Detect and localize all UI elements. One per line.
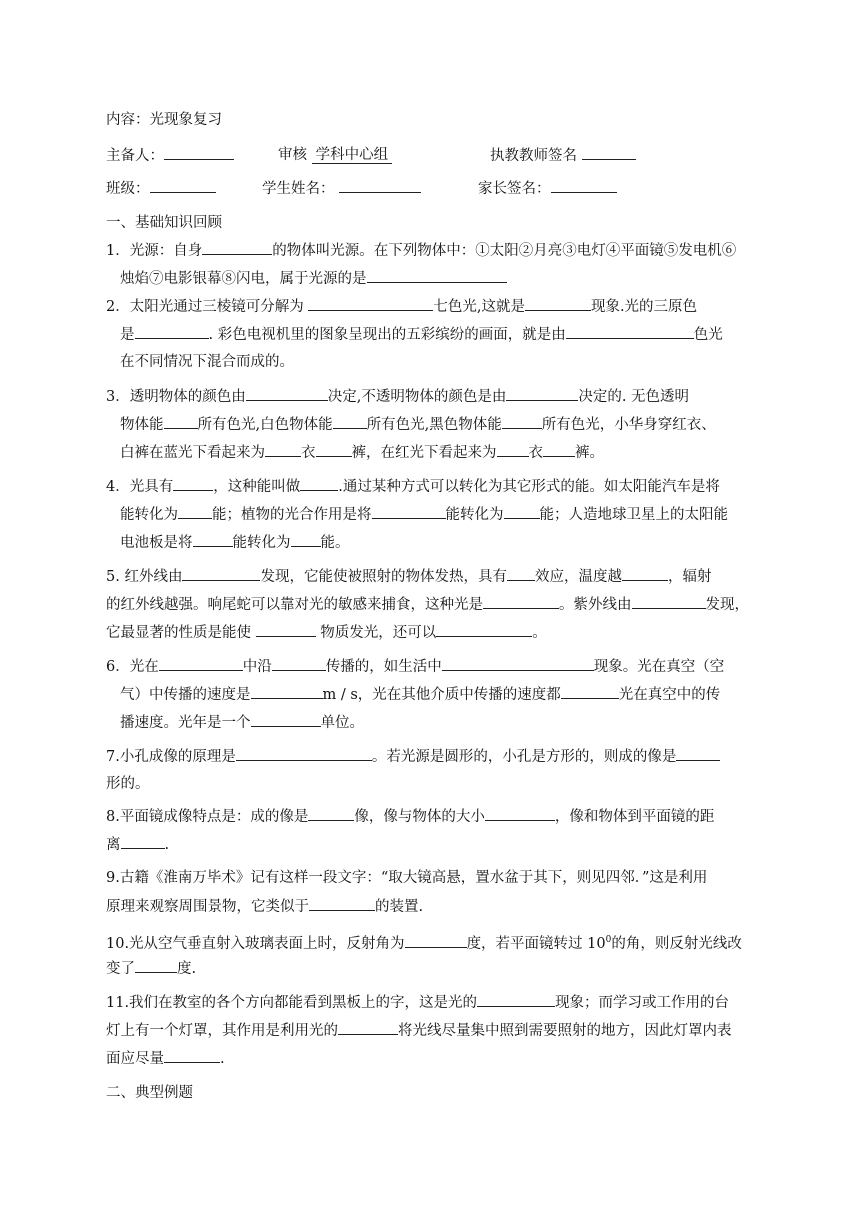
q3-blank-7[interactable] bbox=[316, 442, 352, 457]
q2-line-3 bbox=[120, 352, 294, 372]
q7-text-a: 7.小孔成像的原理是 bbox=[106, 749, 236, 765]
teacher-sign-field bbox=[490, 145, 636, 166]
section-title-examples-text: 二、典型例题 bbox=[106, 1085, 193, 1101]
q8-text-c: ，像和物体到平面镜的距 bbox=[554, 809, 715, 825]
q8-text-e: . bbox=[164, 837, 170, 853]
q3-text-c: 决定的. 无色透明 bbox=[578, 389, 690, 405]
q2-text-g: 在不同情况下混合而成的。 bbox=[120, 354, 294, 370]
q8-line-1 bbox=[106, 806, 714, 827]
q2-text-b: 七色光,这就是 bbox=[433, 299, 525, 315]
student-field bbox=[262, 178, 421, 199]
q7-text-b: 。若光源是圆形的，小孔是方形的，则成的像是 bbox=[371, 749, 677, 765]
q5-text-a: 5. 红外线由 bbox=[106, 569, 183, 585]
q5-line-1 bbox=[106, 566, 711, 587]
q1-line-2 bbox=[120, 268, 507, 289]
q6-text-g: 光在真空中的传 bbox=[618, 687, 721, 703]
q6-text-i: 单位。 bbox=[320, 715, 364, 731]
q5-blank-1[interactable] bbox=[182, 566, 260, 581]
content-title-text: 内容：光现象复习 bbox=[106, 112, 222, 128]
q4-text-i: 能转化为 bbox=[232, 535, 291, 551]
parent-label: 家长签名： bbox=[478, 181, 551, 197]
q5-text-g: 发现， bbox=[705, 597, 749, 613]
q6-line-2 bbox=[120, 684, 720, 705]
q2-text-a: 2．太阳光通过三棱镜可分解为 bbox=[106, 299, 304, 315]
q5-blank-2[interactable] bbox=[507, 566, 535, 581]
q2-text-e: . 彩色电视机里的图象呈现出的五彩缤纷的画面，就是由 bbox=[208, 327, 566, 343]
q11-blank-3[interactable] bbox=[164, 1048, 220, 1063]
q7-blank-1[interactable] bbox=[236, 746, 372, 761]
content-title bbox=[106, 110, 222, 130]
q8-blank-1[interactable] bbox=[308, 806, 354, 821]
q10-blank-2[interactable] bbox=[135, 958, 177, 973]
q9-text-c: 的装置. bbox=[375, 899, 424, 915]
q4-text-a: 4．光具有 bbox=[106, 479, 174, 495]
section-title-examples bbox=[106, 1083, 193, 1103]
q1-text-b: 的物体叫光源。在下列物体中：①太阳②月亮③电灯④平面镜⑤发电机⑥ bbox=[272, 243, 737, 259]
q2-blank-2[interactable] bbox=[525, 296, 591, 311]
q6-blank-6[interactable] bbox=[251, 712, 321, 727]
q11-text-e: 面应尽量 bbox=[106, 1051, 164, 1067]
q4-blank-4[interactable] bbox=[372, 504, 446, 519]
q3-text-l: 裤。 bbox=[575, 445, 604, 461]
q10-text-a: 10.光从空气垂直射入玻璃表面上时，反射角为 bbox=[106, 935, 405, 952]
review-value: 学科中心组 bbox=[312, 147, 393, 164]
q6-text-a: 6．光在 bbox=[106, 659, 159, 675]
q3-line-3 bbox=[120, 442, 604, 463]
q3-text-i: 衣 bbox=[301, 445, 316, 461]
q7-text-c: 形的。 bbox=[106, 776, 150, 792]
q3-blank-2[interactable] bbox=[506, 386, 578, 401]
q1-blank-1[interactable] bbox=[202, 240, 272, 255]
q3-text-a: 3．透明物体的颜色由 bbox=[106, 389, 246, 405]
q5-text-c: 效应，温度越 bbox=[534, 569, 622, 585]
student-blank[interactable] bbox=[339, 178, 421, 193]
q8-line-2 bbox=[106, 834, 169, 855]
q9-text-a: 9.古籍《淮南万毕术》记有这样一段文字：“取大镜高悬，置水盆于其下，则见四邻．”这是利用 bbox=[106, 870, 708, 886]
q6-blank-5[interactable] bbox=[561, 684, 619, 699]
q1-blank-2[interactable] bbox=[367, 268, 507, 283]
q5-text-f: 。紫外线由 bbox=[559, 597, 632, 613]
q5-blank-4[interactable] bbox=[483, 594, 559, 609]
q6-blank-1[interactable] bbox=[159, 656, 243, 671]
q2-line-2 bbox=[120, 324, 723, 345]
q2-line-1 bbox=[106, 296, 697, 317]
q6-text-b: 中沿 bbox=[242, 659, 272, 675]
q10-blank-1[interactable] bbox=[405, 933, 467, 948]
q11-text-f: . bbox=[220, 1051, 225, 1067]
class-field bbox=[106, 178, 216, 199]
q8-text-b: 像，像与物体的大小 bbox=[354, 809, 485, 825]
q11-line-3 bbox=[106, 1048, 225, 1069]
q7-blank-2[interactable] bbox=[676, 746, 720, 761]
q10-text-c: 的角，则反射光线改 bbox=[611, 935, 742, 952]
q6-line-1 bbox=[106, 656, 724, 677]
teacher-sign-label: 执教教师签名 bbox=[490, 148, 577, 164]
q5-blank-3[interactable] bbox=[622, 566, 668, 581]
q3-blank-3[interactable] bbox=[164, 414, 198, 429]
q3-text-k: 衣 bbox=[528, 445, 543, 461]
q11-text-b: 现象；而学习或工作用的台 bbox=[555, 995, 730, 1011]
q6-blank-3[interactable] bbox=[442, 656, 594, 671]
q5-text-b: 发现，它能使被照射的物体发热，具有 bbox=[260, 569, 507, 585]
q8-text-d: 离 bbox=[106, 837, 121, 853]
q7-line-1 bbox=[106, 746, 720, 767]
q10-text-e: 度. bbox=[177, 961, 197, 977]
q2-text-f: 色光 bbox=[693, 327, 723, 343]
q3-text-b: 决定,不透明物体的颜色是由 bbox=[327, 389, 507, 405]
q2-blank-1[interactable] bbox=[308, 296, 433, 311]
q6-text-e: 气）中传播的速度是 bbox=[120, 687, 251, 703]
review-label: 审核 bbox=[278, 147, 307, 163]
student-label: 学生姓名： bbox=[262, 181, 335, 197]
q10-text-d: 变了 bbox=[106, 961, 135, 977]
q9-text-b: 原理来观察周围景物，它类似于 bbox=[106, 899, 309, 915]
q6-text-d: 现象。光在真空（空 bbox=[593, 659, 725, 675]
q3-blank-9[interactable] bbox=[543, 442, 575, 457]
q5-text-e: 的红外线越强。响尾蛇可以靠对光的敏感来捕食，这种光是 bbox=[106, 597, 483, 613]
q8-blank-2[interactable] bbox=[485, 806, 555, 821]
q5-text-h: 它最显著的性质是能使 bbox=[106, 625, 251, 641]
q3-blank-4[interactable] bbox=[333, 414, 367, 429]
q2-text-c: 现象.光的三原色 bbox=[590, 299, 698, 315]
q11-blank-2[interactable] bbox=[338, 1020, 398, 1035]
q4-blank-6[interactable] bbox=[193, 532, 233, 547]
q8-text-a: 8.平面镜成像特点是：成的像是 bbox=[106, 809, 309, 825]
q11-line-2 bbox=[106, 1020, 732, 1041]
q10-line-1 bbox=[106, 930, 742, 954]
header-row-1 bbox=[106, 145, 234, 166]
q4-blank-2[interactable] bbox=[300, 476, 338, 491]
q5-line-2 bbox=[106, 594, 749, 615]
q3-line-2 bbox=[120, 414, 716, 435]
q4-blank-1[interactable] bbox=[173, 476, 213, 491]
q3-blank-6[interactable] bbox=[265, 442, 301, 457]
q4-line-3 bbox=[120, 532, 350, 553]
q11-text-d: 将光线尽量集中照到需要照射的地方，因此灯罩内表 bbox=[398, 1023, 732, 1039]
q4-line-2 bbox=[120, 504, 728, 525]
q3-text-f: 所有色光,黑色物体能 bbox=[366, 417, 502, 433]
q9-line-1 bbox=[106, 868, 707, 888]
q4-text-j: 能。 bbox=[320, 535, 350, 551]
q3-text-g: 所有色光，小华身穿红衣、 bbox=[541, 417, 716, 433]
q10-line-2 bbox=[106, 958, 196, 979]
q6-text-c: 传播的，如生活中 bbox=[325, 659, 442, 675]
q4-text-e: 能；植物的光合作用是将 bbox=[212, 507, 372, 523]
q4-text-g: 能；人造地球卫星上的太阳能 bbox=[539, 507, 728, 523]
q5-text-d: ，辐射 bbox=[667, 569, 712, 585]
q3-text-e: 所有色光,白色物体能 bbox=[197, 417, 333, 433]
q4-text-d: 能转化为 bbox=[120, 507, 178, 523]
q11-text-a: 11.我们在教室的各个方向都能看到黑板上的字，这是光的 bbox=[106, 995, 478, 1011]
q2-blank-4[interactable] bbox=[566, 324, 694, 339]
preparer-blank[interactable] bbox=[164, 145, 234, 160]
q3-text-j: 裤，在红光下看起来为 bbox=[351, 445, 497, 461]
q4-text-b: ，这种能叫做 bbox=[213, 479, 301, 495]
q2-text-d: 是 bbox=[120, 327, 135, 343]
q3-blank-1[interactable] bbox=[246, 386, 328, 401]
class-label: 班级： bbox=[106, 181, 150, 197]
section-title-basics bbox=[106, 213, 222, 233]
q1-line-1 bbox=[106, 240, 736, 261]
q6-text-f: m / s，光在其他介质中传播的速度都 bbox=[322, 687, 561, 703]
q4-text-c: .通过某种方式可以转化为其它形式的能。如太阳能汽车是将 bbox=[338, 479, 720, 495]
q3-text-h: 白裤在蓝光下看起来为 bbox=[120, 445, 265, 461]
q5-blank-7[interactable] bbox=[436, 622, 532, 637]
q1-text-a: 1．光源：自身 bbox=[106, 243, 203, 259]
parent-field bbox=[478, 178, 617, 199]
q8-blank-3[interactable] bbox=[121, 834, 165, 849]
preparer-label: 主备人： bbox=[106, 148, 164, 164]
section-title-basics-text: 一、基础知识回顾 bbox=[106, 215, 222, 231]
q11-line-1 bbox=[106, 992, 729, 1013]
q2-blank-3[interactable] bbox=[135, 324, 209, 339]
q3-line-1 bbox=[106, 386, 689, 407]
parent-blank[interactable] bbox=[551, 178, 617, 193]
class-blank[interactable] bbox=[150, 178, 216, 193]
q5-text-j: 。 bbox=[532, 625, 547, 641]
q5-text-i: 物质发光，还可以 bbox=[320, 625, 437, 641]
q5-line-3 bbox=[106, 622, 547, 643]
q5-blank-5[interactable] bbox=[632, 594, 706, 609]
review-field bbox=[278, 145, 392, 165]
q4-text-h: 电池板是将 bbox=[120, 535, 193, 551]
q4-blank-5[interactable] bbox=[504, 504, 540, 519]
q6-blank-4[interactable] bbox=[251, 684, 323, 699]
q4-blank-3[interactable] bbox=[178, 504, 212, 519]
q9-blank-1[interactable] bbox=[309, 896, 375, 911]
q4-blank-7[interactable] bbox=[291, 532, 321, 547]
q3-blank-5[interactable] bbox=[502, 414, 542, 429]
teacher-sign-blank[interactable] bbox=[582, 145, 636, 160]
q11-blank-1[interactable] bbox=[477, 992, 555, 1007]
q9-line-2 bbox=[106, 896, 423, 917]
q4-line-1 bbox=[106, 476, 720, 497]
q6-line-3 bbox=[120, 712, 364, 733]
q4-text-f: 能转化为 bbox=[445, 507, 504, 523]
q1-text-c: 烛焰⑦电影银幕⑧闪电，属于光源的是 bbox=[120, 271, 367, 287]
q3-blank-8[interactable] bbox=[497, 442, 529, 457]
q6-blank-2[interactable] bbox=[272, 656, 326, 671]
q7-line-2 bbox=[106, 774, 150, 794]
q11-text-c: 灯上有一个灯罩，其作用是利用光的 bbox=[106, 1023, 338, 1039]
q6-text-h: 播速度。光年是一个 bbox=[120, 715, 251, 731]
q3-text-d: 物体能 bbox=[120, 417, 164, 433]
q10-text-b: 度，若平面镜转过 10 bbox=[466, 935, 606, 952]
degree-superscript: 0 bbox=[605, 935, 612, 945]
q5-blank-6[interactable] bbox=[256, 622, 316, 637]
